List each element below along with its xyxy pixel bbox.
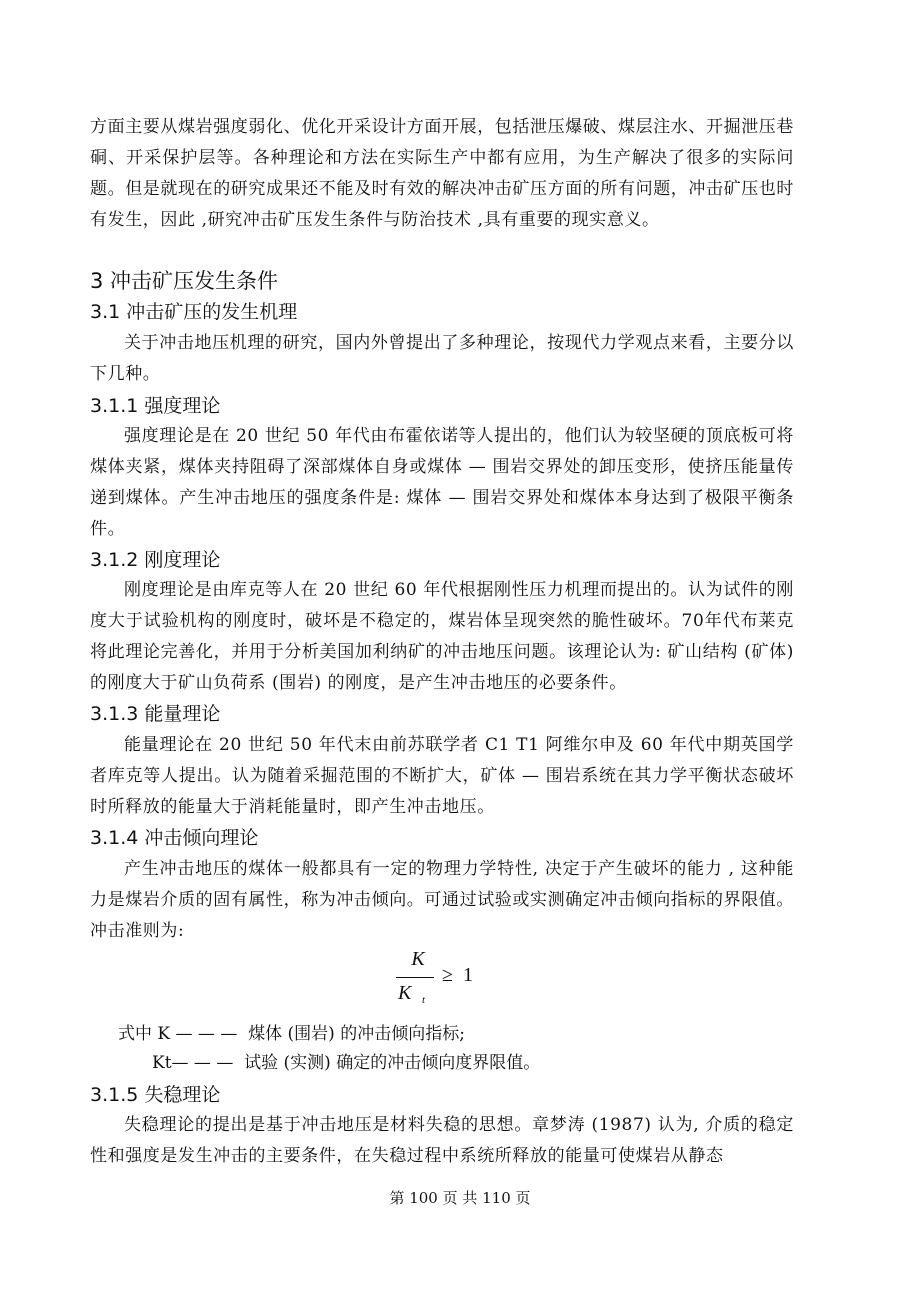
energy-paragraph: 能量理论在 20 世纪 50 年代末由前苏联学者 C1 T1 阿维尔申及 60 年代中期英国学者库克等人提出。认为随着采掘范围的不断扩大，矿体 — 围岩系统在其力学平衡状态破坏时所释放的能量大于消耗能量时，即产生冲击地压。 xyxy=(90,735,794,817)
page-footer: 第 100 页 共 110 页 xyxy=(389,1189,531,1207)
formula-subscript: t xyxy=(422,994,426,1006)
section-heading-3-1-2: 3.1.2 刚度理论 xyxy=(90,549,221,571)
definition-k: 式中 K — — — 煤体 (围岩) 的冲击倾向指标; xyxy=(118,1024,465,1044)
formula-numerator: K xyxy=(411,948,425,970)
definition-kt: Kt— — — 试验 (实测) 确定的冲击倾向度界限值。 xyxy=(152,1053,541,1073)
strength-paragraph: 强度理论是在 20 世纪 50 年代由布霍依诺等人提出的，他们认为较坚硬的顶底板可将煤体夹紧，煤体夹持阻碍了深部煤体自身或煤体 — 围岩交界处的卸压变形，使挤压能量传递到煤体。产生冲击地压的强度条件是: 煤体 — 围岩交界处和煤体本身达到了极限平衡条件。 xyxy=(90,426,794,539)
formula-relation: ≥ 1 xyxy=(442,964,473,986)
fraction-bar xyxy=(396,977,434,978)
impact-criterion-formula xyxy=(394,948,504,1010)
section-heading-3-1-1: 3.1.1 强度理论 xyxy=(90,395,221,417)
section-heading-3-1-4: 3.1.4 冲击倾向理论 xyxy=(90,827,259,849)
intro-paragraph: 方面主要从煤岩强度弱化、优化开采设计方面开展，包括泄压爆破、煤层注水、开掘泄压巷硐、开采保护层等。各种理论和方法在实际生产中都有应用，为生产解决了很多的实际问题。但是就现在的研究成果还不能及时有效的解决冲击矿压方面的所有问题，冲击矿压也时有发生，因此 ,研究冲击矿压发生条件与防治技术 ,具有重要的现实意义。 xyxy=(90,117,794,230)
section-heading-3-1-3: 3.1.3 能量理论 xyxy=(90,703,221,725)
instability-paragraph: 失稳理论的提出是基于冲击地压是材料失稳的思想。章梦涛 (1987) 认为, 介质的稳定性和强度是发生冲击的主要条件，在失稳过程中系统所释放的能量可使煤岩从静态 xyxy=(90,1115,794,1166)
tendency-paragraph: 产生冲击地压的煤体一般都具有一定的物理力学特性, 决定于产生破坏的能力 , 这种能力是煤岩介质的固有属性，称为冲击倾向。可通过试验或实测确定冲击倾向指标的界限值。冲击准则为: xyxy=(90,859,794,941)
mechanism-paragraph: 关于冲击地压机理的研究，国内外曾提出了多种理论，按现代力学观点来看，主要分以下几种。 xyxy=(90,333,794,384)
stiffness-paragraph: 刚度理论是由库克等人在 20 世纪 60 年代根据刚性压力机理而提出的。认为试件的刚度大于试验机构的刚度时，破坏是不稳定的，煤岩体呈现突然的脆性破坏。70年代布莱克将此理论完善化，并用于分析美国加利纳矿的冲击地压问题。该理论认为: 矿山结构 (矿体) 的刚度大于矿山负荷系 (围岩) 的刚度，是产生冲击地压的必要条件。 xyxy=(90,580,794,693)
section-heading-3-1-5: 3.1.5 失稳理论 xyxy=(90,1084,221,1106)
section-heading-3: 3 冲击矿压发生条件 xyxy=(90,269,279,293)
section-heading-3-1: 3.1 冲击矿压的发生机理 xyxy=(90,301,298,323)
formula-denominator: K xyxy=(398,982,412,1004)
